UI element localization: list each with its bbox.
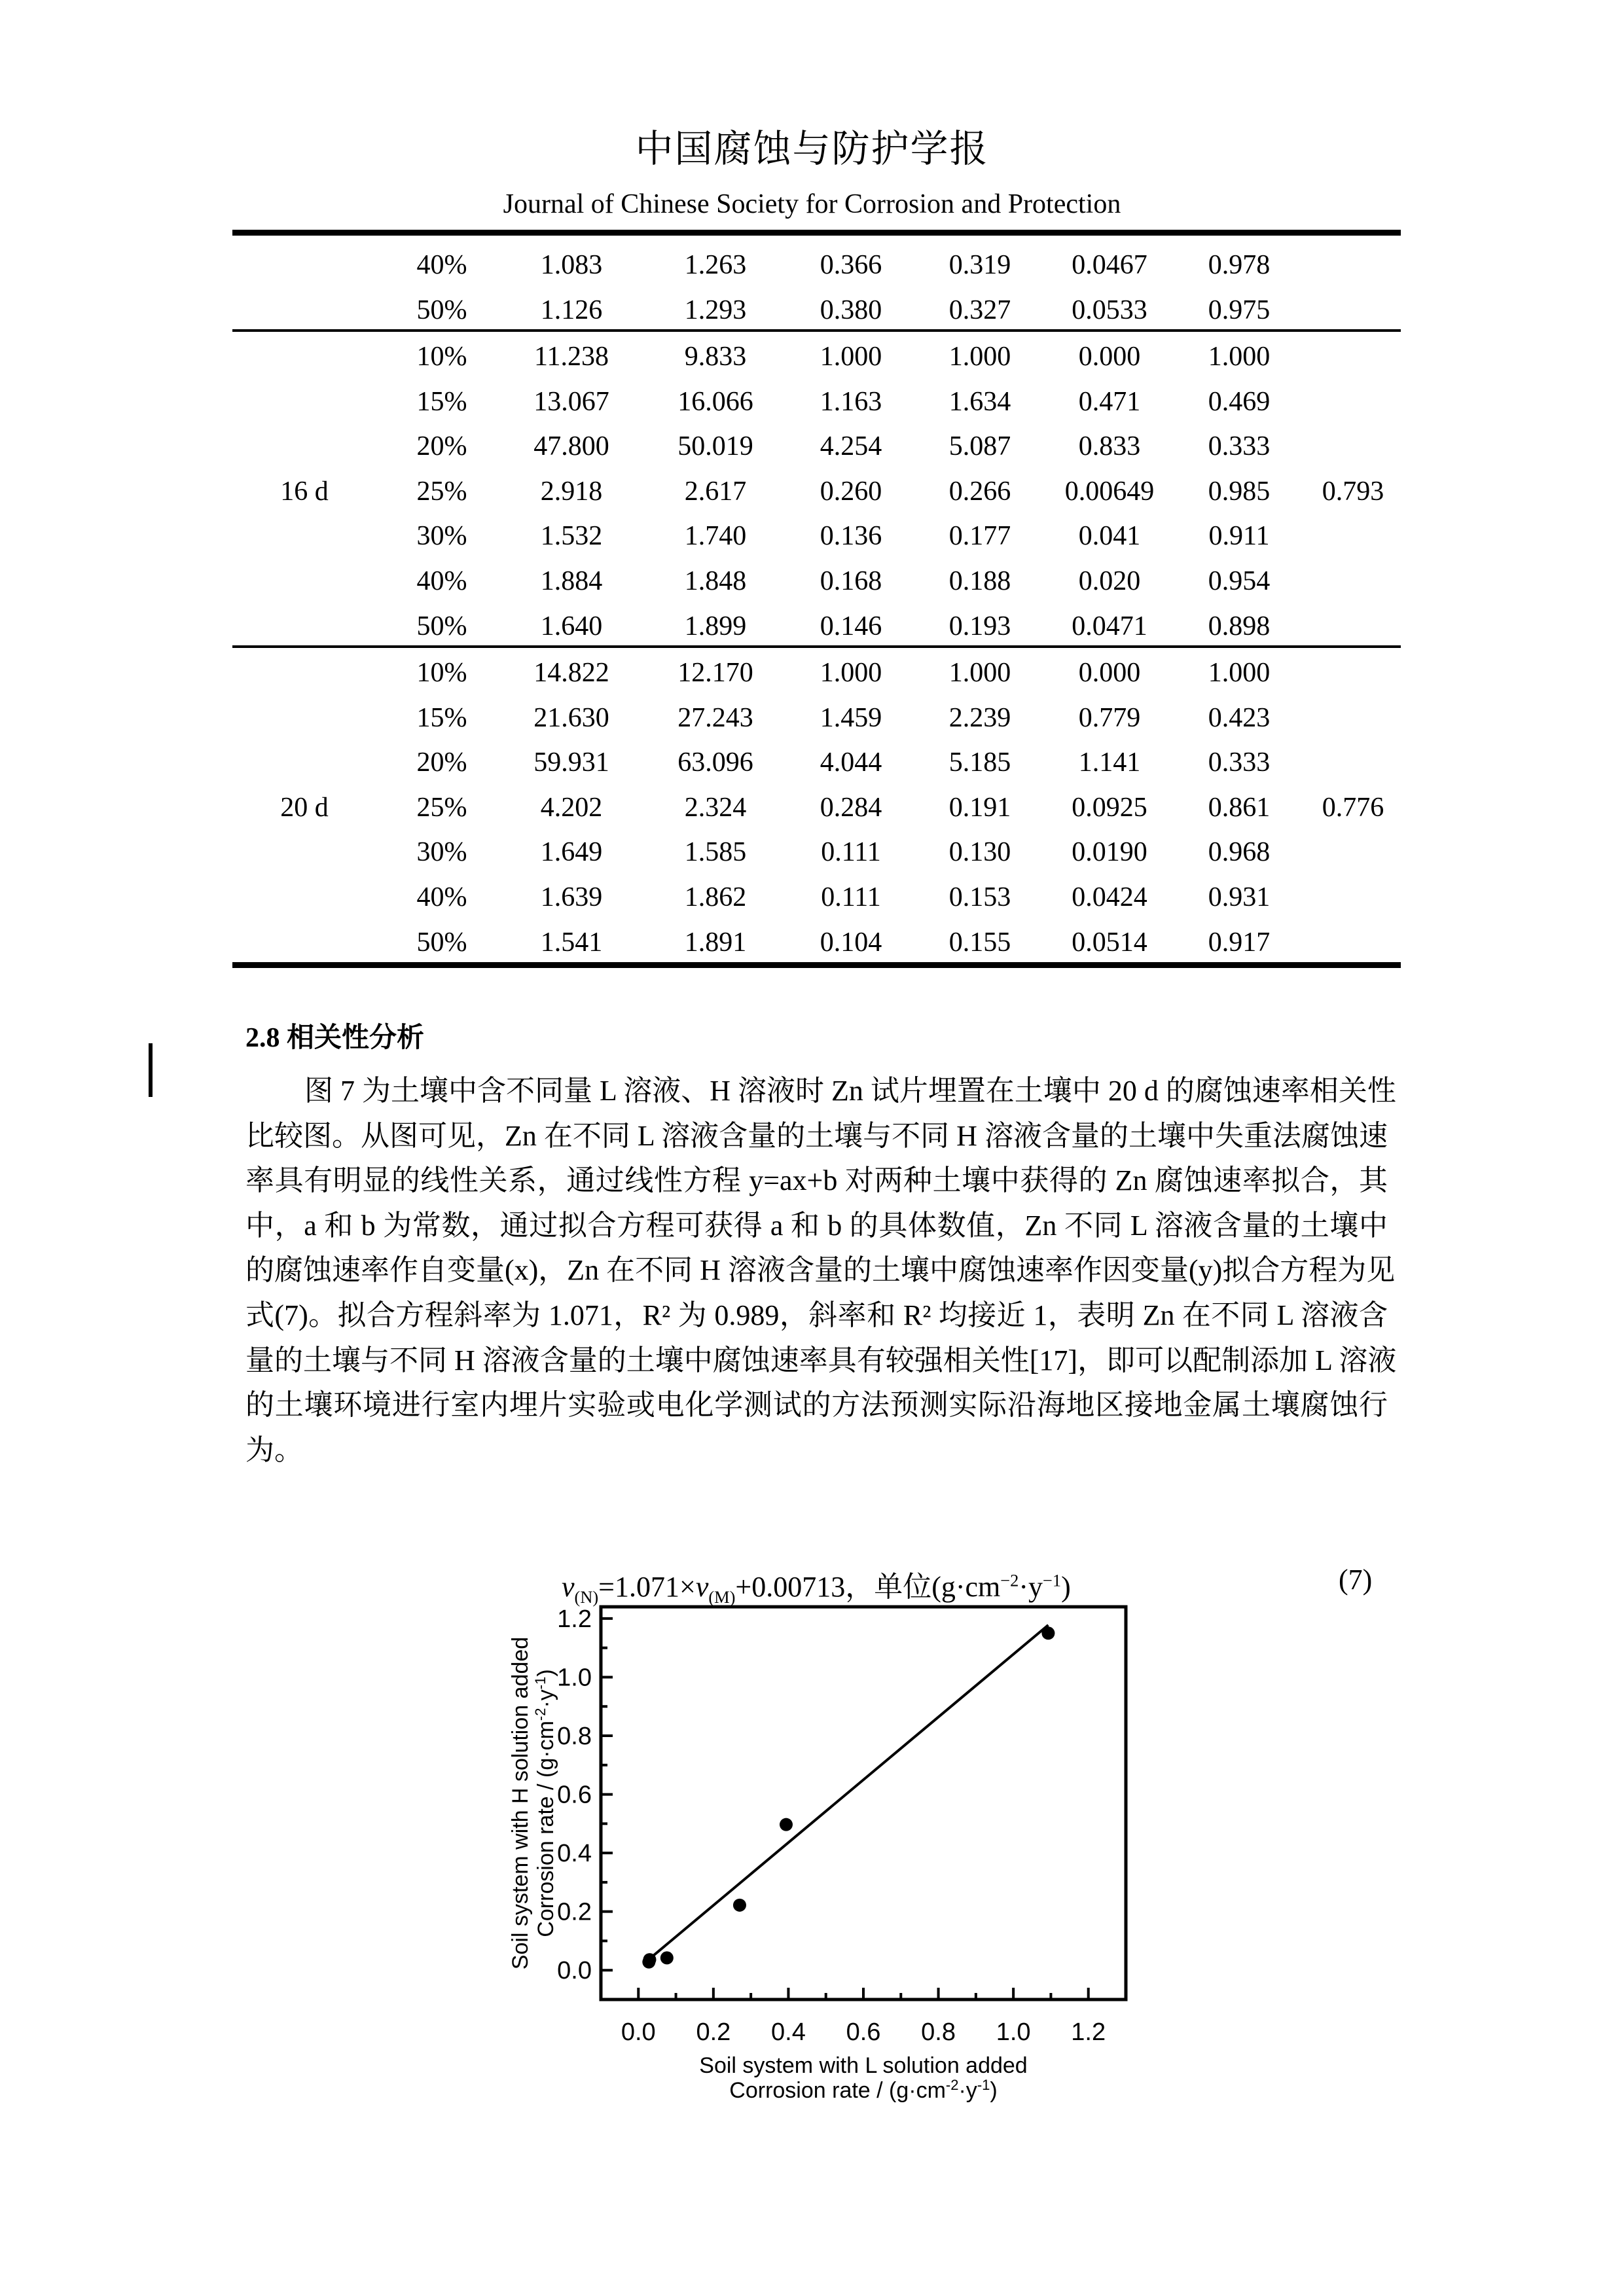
value-cell: 1.263 bbox=[684, 250, 747, 280]
value-cell: 0.917 bbox=[1208, 927, 1271, 958]
value-cell: 59.931 bbox=[533, 747, 609, 778]
y-tick-label: 0.8 bbox=[557, 1723, 592, 1751]
value-cell: 2.617 bbox=[684, 476, 747, 507]
value-cell: 0.0424 bbox=[1072, 882, 1147, 912]
value-cell: 1.163 bbox=[820, 386, 882, 417]
value-cell: 1.083 bbox=[540, 250, 603, 280]
value-cell: 0.188 bbox=[948, 566, 1011, 596]
x-axis-label-line1: Soil system with L solution added bbox=[699, 2053, 1028, 2078]
period-label: 16 d bbox=[280, 476, 329, 507]
value-cell: 1.848 bbox=[684, 566, 747, 596]
value-cell: 11.238 bbox=[534, 342, 609, 372]
value-cell: 9.833 bbox=[684, 342, 747, 372]
journal-title-english: Journal of Chinese Society for Corrosion and Protection bbox=[503, 189, 1121, 219]
value-cell: 0.193 bbox=[948, 611, 1011, 641]
y-tick-label: 0.0 bbox=[557, 1957, 592, 1985]
value-cell: 0.191 bbox=[948, 792, 1011, 823]
value-cell: 0.978 bbox=[1208, 250, 1271, 280]
value-cell: 0.954 bbox=[1208, 566, 1271, 596]
concentration-cell: 30% bbox=[416, 521, 467, 552]
concentration-cell: 15% bbox=[416, 386, 467, 417]
value-cell: 1.541 bbox=[540, 927, 603, 958]
value-cell: 0.968 bbox=[1208, 837, 1271, 868]
value-cell: 0.333 bbox=[1208, 747, 1271, 778]
value-cell: 1.000 bbox=[948, 342, 1011, 372]
section-heading: 2.8 相关性分析 bbox=[245, 1023, 425, 1053]
y-tick-label: 0.2 bbox=[557, 1898, 592, 1926]
value-cell: 1.585 bbox=[684, 837, 747, 868]
value-cell: 0.333 bbox=[1208, 431, 1271, 462]
value-cell: 1.740 bbox=[684, 521, 747, 552]
concentration-cell: 25% bbox=[416, 476, 467, 507]
value-cell: 0.0190 bbox=[1072, 837, 1147, 868]
value-cell: 0.911 bbox=[1208, 521, 1270, 552]
equation-number: (7) bbox=[1339, 1564, 1373, 1596]
paragraph-line: 图 7 为土壤中含不同量 L 溶液、H 溶液时 Zn 试片埋置在土壤中 20 d 的腐蚀速率相关性 bbox=[304, 1075, 1396, 1107]
value-cell: 1.649 bbox=[540, 837, 603, 868]
value-cell: 0.366 bbox=[820, 250, 882, 280]
value-cell: 13.067 bbox=[533, 386, 609, 417]
value-cell: 1.634 bbox=[948, 386, 1011, 417]
eq-close: ) bbox=[1061, 1571, 1071, 1603]
value-cell: 0.0533 bbox=[1072, 295, 1147, 325]
paragraph-line: 比较图。从图可见，Zn 在不同 L 溶液含量的土壤与不同 H 溶液含量的土壤中失重法腐蚀速 bbox=[245, 1119, 1388, 1152]
paragraph-line: 式(7)。拟合方程斜率为 1.071，R² 为 0.989，斜率和 R² 均接近 1，表明 Zn 在不同 L 溶液含 bbox=[245, 1299, 1388, 1331]
value-cell: 0.861 bbox=[1208, 792, 1271, 823]
value-cell: 1.891 bbox=[684, 927, 747, 958]
value-cell: 0.130 bbox=[948, 837, 1011, 868]
value-cell: 12.170 bbox=[677, 658, 753, 688]
value-cell: 2.324 bbox=[684, 792, 747, 823]
value-cell: 0.898 bbox=[1208, 611, 1271, 641]
x-tick-label: 0.4 bbox=[771, 2018, 806, 2046]
concentration-cell: 25% bbox=[416, 792, 467, 823]
value-cell: 1.640 bbox=[540, 611, 603, 641]
value-cell: 0.153 bbox=[948, 882, 1011, 912]
value-cell: 1.126 bbox=[540, 295, 603, 325]
x-axis-label-line2: Corrosion rate / $(g\cdot cm^{-2}\cdot y^{-1})$ bbox=[729, 2076, 998, 2103]
data-point bbox=[733, 1899, 746, 1912]
x-tick-label: 0.8 bbox=[921, 2018, 956, 2046]
value-cell: 0.000 bbox=[1078, 658, 1141, 688]
value-cell: 0.833 bbox=[1078, 431, 1141, 462]
x-tick-label: 0.0 bbox=[621, 2018, 656, 2046]
value-cell: 0.177 bbox=[948, 521, 1011, 552]
eq-sub-n: (N) bbox=[574, 1587, 599, 1607]
y-tick-label: 0.6 bbox=[557, 1781, 592, 1809]
value-cell: 16.066 bbox=[677, 386, 753, 417]
value-cell: 4.044 bbox=[820, 747, 882, 778]
y-axis-label-line1: Soil system with H solution added bbox=[508, 1636, 533, 1970]
value-cell: 0.266 bbox=[948, 476, 1011, 507]
concentration-cell: 10% bbox=[416, 658, 467, 688]
value-cell: 0.319 bbox=[948, 250, 1011, 280]
value-cell: 0.0925 bbox=[1072, 792, 1147, 823]
value-cell: 0.284 bbox=[820, 792, 882, 823]
value-cell: 0.041 bbox=[1078, 521, 1141, 552]
concentration-cell: 15% bbox=[416, 702, 467, 733]
value-cell: 0.020 bbox=[1078, 566, 1141, 596]
value-cell: 0.327 bbox=[948, 295, 1011, 325]
concentration-cell: 40% bbox=[416, 566, 467, 596]
concentration-cell: 30% bbox=[416, 837, 467, 868]
value-cell: 0.469 bbox=[1208, 386, 1271, 417]
value-cell: 0.0471 bbox=[1072, 611, 1147, 641]
value-cell: 1.000 bbox=[820, 342, 882, 372]
concentration-cell: 50% bbox=[416, 611, 467, 641]
value-cell: 2.918 bbox=[540, 476, 603, 507]
paragraph-line: 中，a 和 b 为常数，通过拟合方程可获得 a 和 b 的具体数值，Zn 不同 L 溶液含量的土壤中 bbox=[245, 1209, 1388, 1242]
value-cell: 0.111 bbox=[821, 837, 881, 868]
concentration-cell: 40% bbox=[416, 250, 467, 280]
value-cell: 1.293 bbox=[684, 295, 747, 325]
value-cell: 0.779 bbox=[1078, 702, 1141, 733]
value-cell: 1.459 bbox=[820, 702, 882, 733]
data-point bbox=[660, 1951, 674, 1964]
eq-var-n: v bbox=[562, 1571, 575, 1603]
value-cell: 0.975 bbox=[1208, 295, 1271, 325]
concentration-cell: 10% bbox=[416, 342, 467, 372]
eq-exp2: −1 bbox=[1043, 1570, 1062, 1590]
y-tick-label: 1.2 bbox=[557, 1605, 592, 1633]
value-cell: 0.104 bbox=[820, 927, 882, 958]
fit-line bbox=[649, 1625, 1048, 1959]
concentration-cell: 20% bbox=[416, 431, 467, 462]
value-cell: 1.639 bbox=[540, 882, 603, 912]
value-cell: 50.019 bbox=[677, 431, 753, 462]
value-cell: 14.822 bbox=[533, 658, 609, 688]
value-cell: 1.884 bbox=[540, 566, 603, 596]
value-cell: 0.0514 bbox=[1072, 927, 1147, 958]
value-cell: 27.243 bbox=[677, 702, 753, 733]
value-cell: 21.630 bbox=[533, 702, 609, 733]
eq-tail: +0.00713，单位(g·cm bbox=[735, 1571, 1001, 1603]
value-cell: 1.000 bbox=[948, 658, 1011, 688]
x-tick-label: 1.0 bbox=[996, 2018, 1031, 2046]
eq-mid: =1.071× bbox=[598, 1571, 696, 1603]
summary-value: 0.793 bbox=[1322, 476, 1384, 507]
value-cell: 0.380 bbox=[820, 295, 882, 325]
value-cell: 1.862 bbox=[684, 882, 747, 912]
y-tick-label: 0.4 bbox=[557, 1840, 592, 1868]
plot-frame bbox=[601, 1607, 1126, 2000]
value-cell: 5.185 bbox=[948, 747, 1011, 778]
eq-sub-m: (M) bbox=[708, 1587, 736, 1607]
data-point bbox=[780, 1818, 793, 1831]
value-cell: 47.800 bbox=[533, 431, 609, 462]
data-point bbox=[643, 1953, 656, 1966]
paragraph-line: 为。 bbox=[245, 1433, 303, 1466]
eq-dot: ·y bbox=[1019, 1571, 1043, 1603]
value-cell: 1.532 bbox=[540, 521, 603, 552]
value-cell: 0.168 bbox=[820, 566, 882, 596]
summary-value: 0.776 bbox=[1322, 792, 1384, 823]
period-label: 20 d bbox=[280, 792, 329, 823]
value-cell: 0.260 bbox=[820, 476, 882, 507]
paragraph-line: 量的土壤与不同 H 溶液含量的土壤中腐蚀速率具有较强相关性[17]，即可以配制添加 L 溶液 bbox=[245, 1344, 1397, 1376]
value-cell: 63.096 bbox=[677, 747, 753, 778]
paragraph-line: 的腐蚀速率作自变量(x)，Zn 在不同 H 溶液含量的土壤中腐蚀速率作因变量(y)拟合方程为见 bbox=[245, 1254, 1396, 1287]
concentration-cell: 50% bbox=[416, 295, 467, 325]
value-cell: 4.254 bbox=[820, 431, 882, 462]
value-cell: 4.202 bbox=[540, 792, 603, 823]
eq-var-m: v bbox=[695, 1571, 709, 1603]
value-cell: 0.00649 bbox=[1064, 476, 1155, 507]
paragraph-line: 率具有明显的线性关系，通过线性方程 y=ax+b 对两种土壤中获得的 Zn 腐蚀速率拟合，其 bbox=[245, 1164, 1388, 1197]
y-axis-label-line2: Corrosion rate / $(g\cdot cm^{-2}\cdot y^{-1})$ bbox=[532, 1669, 558, 1937]
concentration-cell: 40% bbox=[416, 882, 467, 912]
journal-title-chinese: 中国腐蚀与防护学报 bbox=[635, 128, 989, 170]
value-cell: 0.0467 bbox=[1072, 250, 1147, 280]
value-cell: 0.000 bbox=[1078, 342, 1141, 372]
value-cell: 0.136 bbox=[820, 521, 882, 552]
data-point bbox=[1041, 1626, 1055, 1640]
value-cell: 0.471 bbox=[1078, 386, 1141, 417]
value-cell: 1.899 bbox=[684, 611, 747, 641]
value-cell: 0.423 bbox=[1208, 702, 1271, 733]
value-cell: 2.239 bbox=[948, 702, 1011, 733]
value-cell: 5.087 bbox=[948, 431, 1011, 462]
concentration-cell: 20% bbox=[416, 747, 467, 778]
value-cell: 0.931 bbox=[1208, 882, 1271, 912]
value-cell: 1.000 bbox=[1208, 342, 1271, 372]
value-cell: 0.146 bbox=[820, 611, 882, 641]
x-tick-label: 1.2 bbox=[1071, 2018, 1106, 2046]
value-cell: 1.141 bbox=[1078, 747, 1141, 778]
eq-exp1: −2 bbox=[1000, 1570, 1019, 1590]
x-tick-label: 0.2 bbox=[696, 2018, 731, 2046]
value-cell: 0.111 bbox=[821, 882, 881, 912]
value-cell: 1.000 bbox=[1208, 658, 1271, 688]
value-cell: 0.155 bbox=[948, 927, 1011, 958]
concentration-cell: 50% bbox=[416, 927, 467, 958]
paragraph-line: 的土壤环境进行室内埋片实验或电化学测试的方法预测实际沿海地区接地金属土壤腐蚀行 bbox=[245, 1389, 1388, 1422]
x-tick-label: 0.6 bbox=[846, 2018, 881, 2046]
y-tick-label: 1.0 bbox=[557, 1664, 592, 1692]
value-cell: 1.000 bbox=[820, 658, 882, 688]
value-cell: 0.985 bbox=[1208, 476, 1271, 507]
